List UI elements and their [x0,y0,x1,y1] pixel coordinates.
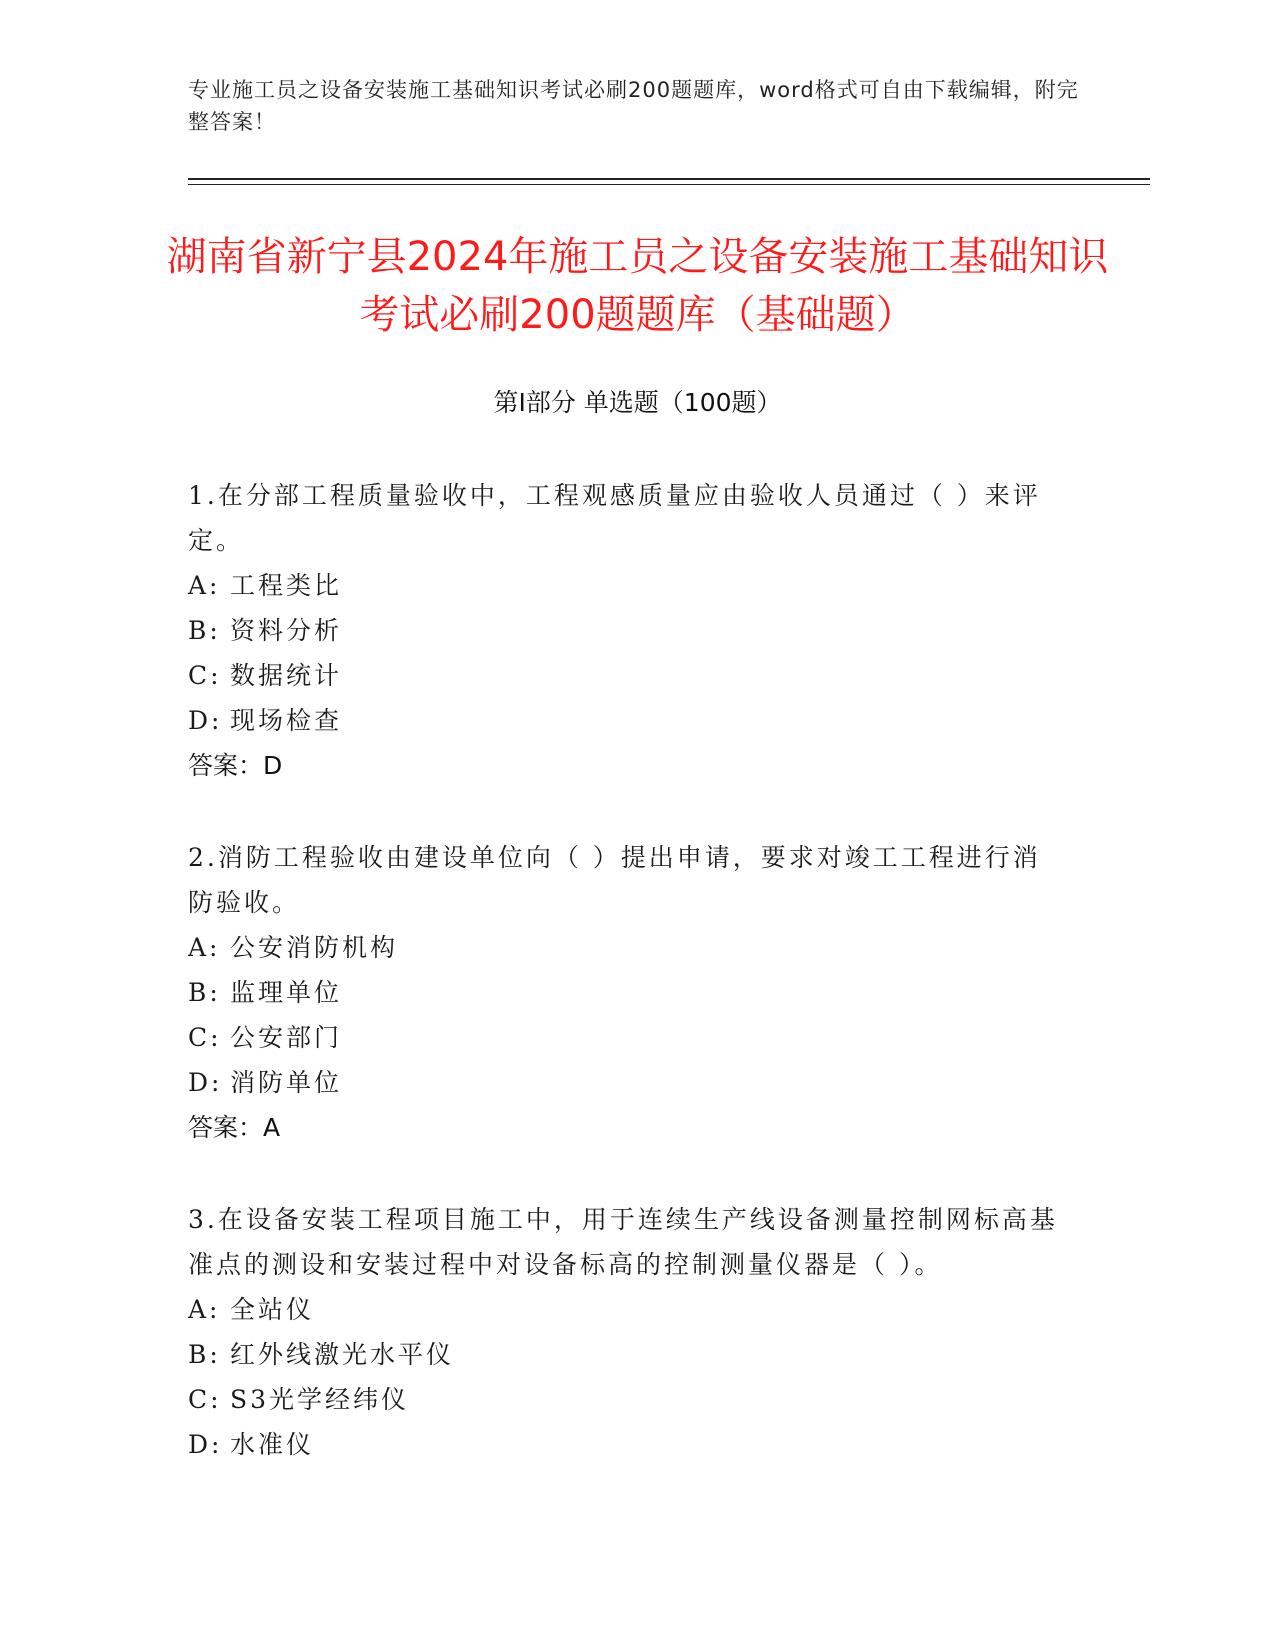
option-d [188,698,1068,743]
option-c [188,1377,1068,1422]
header-divider-thick [188,178,1150,180]
option-text: 水准仪 [230,1430,315,1459]
question-stem: 1.在分部工程质量验收中，工程观感质量应由验收人员通过（ ）来评定。 [188,481,1041,555]
option-text: 现场检查 [230,706,343,735]
option-text: 红外线激光水平仪 [230,1340,455,1369]
option-label: B: [188,978,221,1007]
question-2 [188,835,1068,1150]
option-label: A: [188,1295,221,1324]
option-text: 全站仪 [230,1295,315,1324]
option-label: C: [188,661,222,690]
option-label: D: [188,706,223,735]
question-answer: 答案：A [188,1113,281,1142]
question-stem: 2.消防工程验收由建设单位向（ ）提出申请，要求对竣工工程进行消防验收。 [188,843,1041,917]
option-c [188,653,1068,698]
option-text: 工程类比 [230,571,343,600]
option-label: D: [188,1430,223,1459]
question-stem: 3.在设备安装工程项目施工中，用于连续生产线设备测量控制网标高基准点的测设和安装过程中对设备标高的控制测量仪器是（ ）。 [188,1205,1058,1279]
option-b [188,1332,1068,1377]
header-divider-thin [188,184,1150,185]
option-label: C: [188,1385,222,1414]
option-label: D: [188,1068,223,1097]
option-label: C: [188,1023,222,1052]
option-b [188,970,1068,1015]
option-text: 消防单位 [230,1068,343,1097]
option-text: 公安部门 [230,1023,343,1052]
option-text: 资料分析 [230,616,343,645]
section-title: 第Ⅰ部分 单选题（100题） [493,388,782,417]
option-d [188,1060,1068,1105]
option-a [188,563,1068,608]
option-text: 数据统计 [230,661,343,690]
option-label: B: [188,616,221,645]
option-a [188,925,1068,970]
option-label: B: [188,1340,221,1369]
option-d [188,1422,1068,1467]
question-answer: 答案：D [188,751,283,780]
option-text: 公安消防机构 [230,933,399,962]
option-c [188,1015,1068,1060]
option-a [188,1287,1068,1332]
header-note: 专业施工员之设备安装施工基础知识考试必刷200题题库，word格式可自由下载编辑，附完整答案！ [188,78,1079,134]
question-1 [188,473,1068,788]
option-label: A: [188,571,221,600]
option-b [188,608,1068,653]
option-label: A: [188,933,221,962]
question-3 [188,1197,1068,1467]
document-title: 湖南省新宁县2024年施工员之设备安装施工基础知识考试必刷200题题库（基础题） [166,234,1109,338]
option-text: 监理单位 [230,978,343,1007]
option-text: S3光学经纬仪 [230,1385,410,1414]
